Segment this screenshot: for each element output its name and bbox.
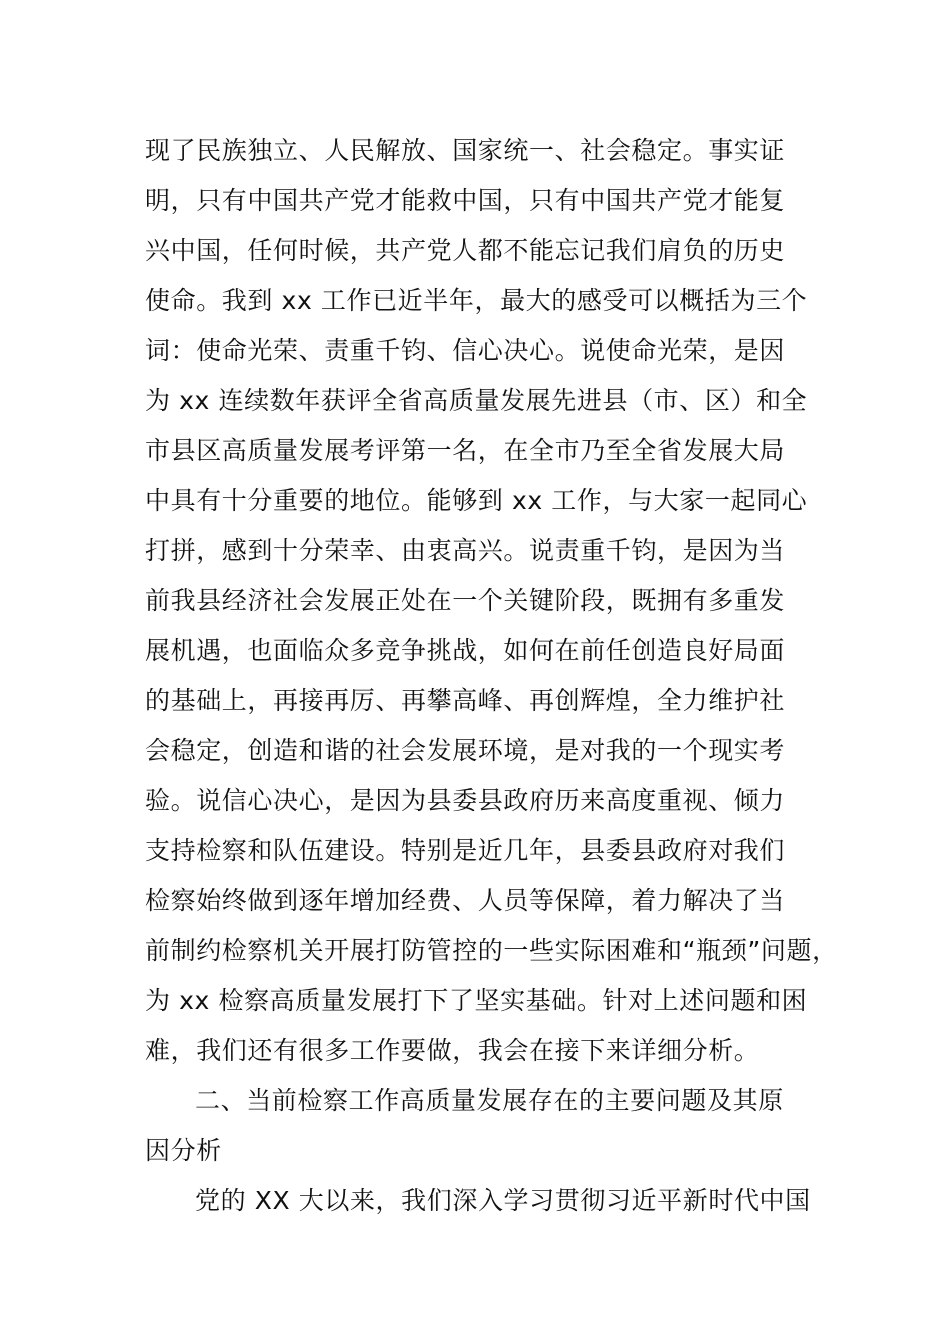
body-text-line: 打拼，感到十分荣幸、由衷高兴。说责重千钧，是因为当	[145, 536, 786, 565]
body-text-line: 词：使命光荣、责重千钧、信心决心。说使命光荣，是因	[145, 336, 786, 365]
body-text-line: 会稳定，创造和谐的社会发展环境，是对我的一个现实考	[145, 736, 786, 765]
body-text-line: 的基础上，再接再厉、再攀高峰、再创辉煌，全力维护社	[145, 686, 786, 715]
body-text-line: 为 xx 连续数年获评全省高质量发展先进县（市、区）和全	[145, 386, 808, 415]
section-heading: 二、当前检察工作高质量发展存在的主要问题及其原	[195, 1086, 784, 1115]
body-text-line: 前我县经济社会发展正处在一个关键阶段，既拥有多重发	[145, 586, 786, 615]
body-text-line: 市县区高质量发展考评第一名，在全市乃至全省发展大局	[145, 436, 786, 465]
body-text-line: 前制约检察机关开展打防管控的一些实际困难和“瓶颈”问题，	[145, 936, 838, 965]
body-text-line: 检察始终做到逐年增加经费、人员等保障，着力解决了当	[145, 886, 786, 915]
body-text-line: 现了民族独立、人民解放、国家统一、社会稳定。事实证	[145, 136, 786, 165]
body-text-line: 展机遇，也面临众多竞争挑战，如何在前任创造良好局面	[145, 636, 786, 665]
section-heading-continuation: 因分析	[145, 1136, 222, 1165]
body-text-line: 难，我们还有很多工作要做，我会在接下来详细分析。	[145, 1036, 760, 1065]
body-text-line: 为 xx 检察高质量发展打下了坚实基础。针对上述问题和困	[145, 986, 808, 1015]
paragraph-start-line: 党的 XX 大以来，我们深入学习贯彻习近平新时代中国	[195, 1186, 811, 1215]
body-text-line: 明，只有中国共产党才能救中国，只有中国共产党才能复	[145, 186, 786, 215]
body-text-line: 兴中国，任何时候，共产党人都不能忘记我们肩负的历史	[145, 236, 786, 265]
body-text-line: 验。说信心决心，是因为县委县政府历来高度重视、倾力	[145, 786, 786, 815]
body-text-line: 支持检察和队伍建设。特别是近几年，县委县政府对我们	[145, 836, 786, 865]
body-text-line: 中具有十分重要的地位。能够到 xx 工作，与大家一起同心	[145, 486, 808, 515]
body-text-line: 使命。我到 xx 工作已近半年，最大的感受可以概括为三个	[145, 286, 808, 315]
